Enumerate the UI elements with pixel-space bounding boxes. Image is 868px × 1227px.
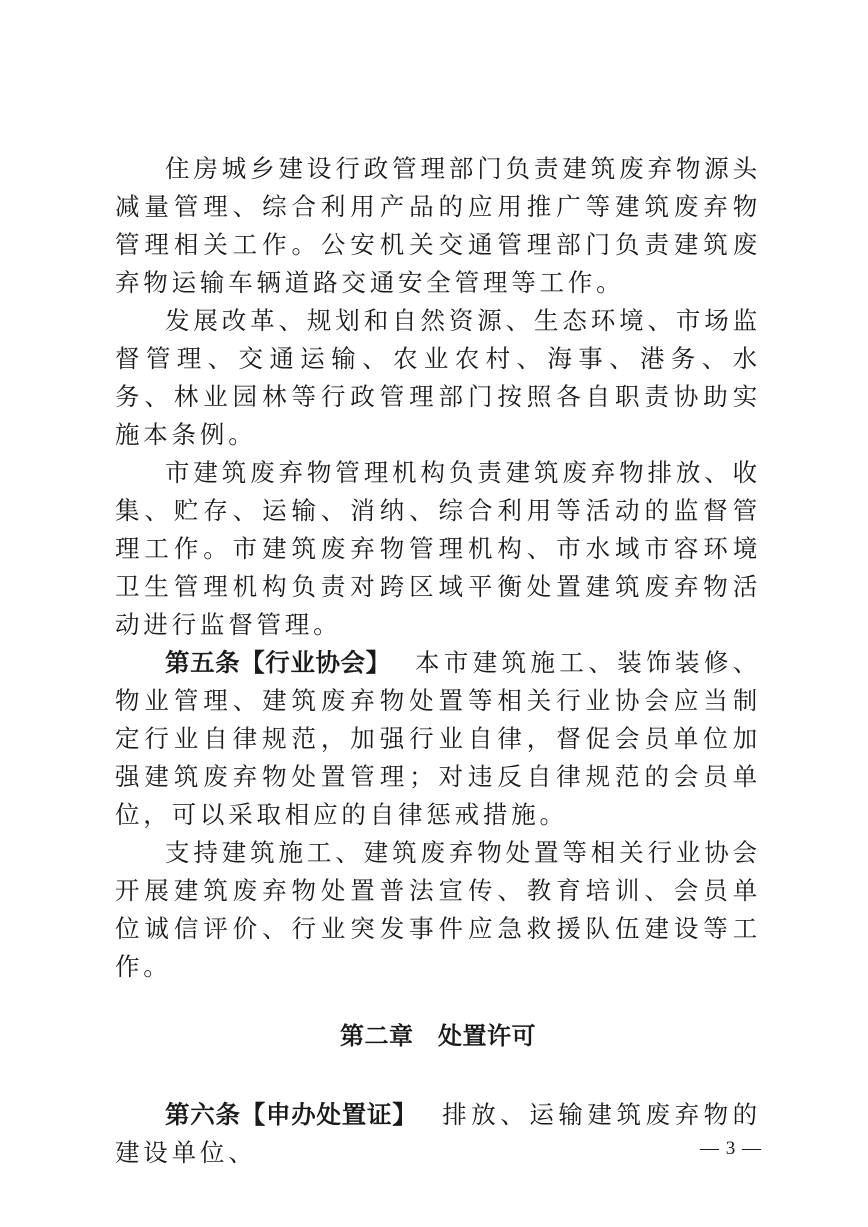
document-page [115, 150, 761, 1172]
paragraph-management-agency: 市建筑废弃物管理机构负责建筑废弃物排放、收集、贮存、运输、消纳、综合利用等活动的监督管理工作。市建筑废弃物管理机构、市水域市容环境卫生管理机构负责对跨区域平衡处置建筑废弃物活动进行监督管理。 [115, 458, 761, 639]
article-6-body: 排放、运输建筑废弃物的建设单位、 [115, 1100, 761, 1167]
article-5-paragraph-2: 支持建筑施工、建筑废弃物处置等相关行业协会开展建筑废弃物处置普法宣传、教育培训、会员单位诚信评价、行业突发事件应急救援队伍建设等工作。 [115, 838, 761, 981]
paragraph-housing-dept: 住房城乡建设行政管理部门负责建筑废弃物源头减量管理、综合利用产品的应用推广等建筑废弃物管理相关工作。公安机关交通管理部门负责建筑废弃物运输车辆道路交通安全管理等工作。 [115, 154, 761, 297]
page-number: — 3 — [700, 1138, 762, 1159]
article-5 [115, 644, 761, 834]
article-6 [115, 1096, 761, 1172]
article-5-heading: 第五条【行业协会】 [165, 648, 391, 677]
chapter-heading: 第二章 处置许可 [340, 1022, 536, 1050]
article-5-body: 本市建筑施工、装饰装修、物业管理、建筑废弃物处置等相关行业协会应当制定行业自律规范，加强行业自律，督促会员单位加强建筑废弃物处置管理；对违反自律规范的会员单位，可以采取相应的自律惩戒措施。 [115, 648, 761, 829]
paragraph-other-depts: 发展改革、规划和自然资源、生态环境、市场监督管理、交通运输、农业农村、海事、港务、水务、林业园林等行政管理部门按照各自职责协助实施本条例。 [115, 306, 761, 449]
article-6-heading: 第六条【申办处置证】 [165, 1100, 418, 1129]
